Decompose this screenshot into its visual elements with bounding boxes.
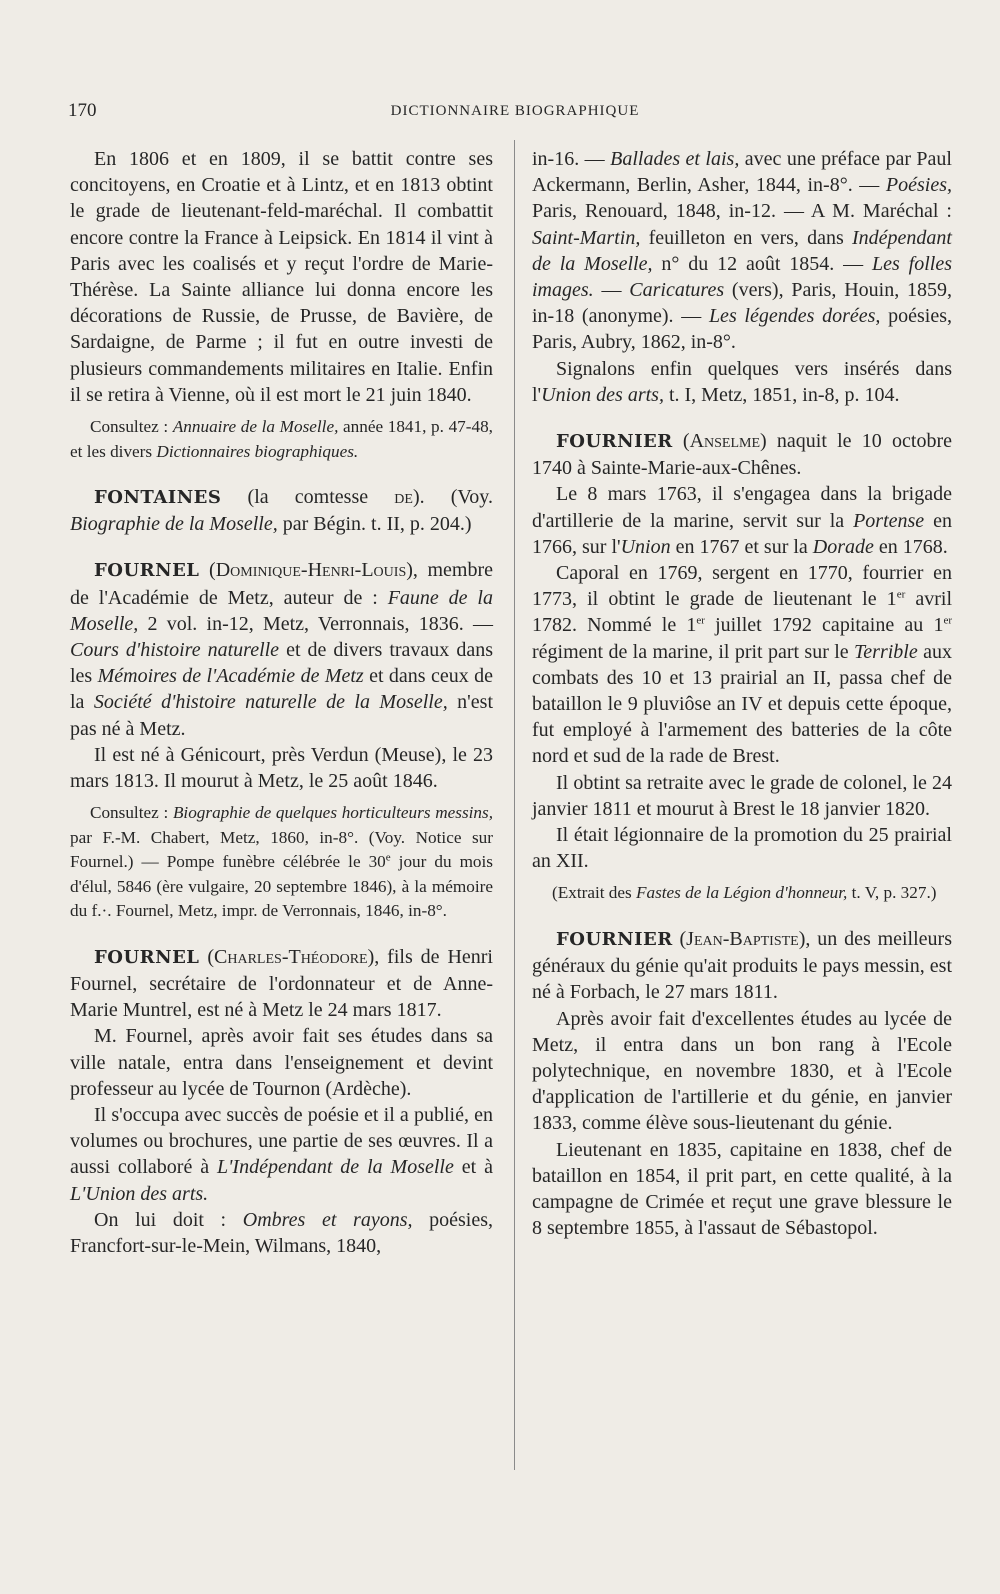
column-rule [514,140,515,1470]
paragraph: En 1806 et en 1809, il se battit contre ses concitoyens, en Croatie et à Lintz, et en 1813 obtint le grade de lieutenant-feld-maréchal. Il combattit encore contre la France à Leipsick. En 1814 il vint à Paris avec les coalisés et y reçut l'ordre de Marie-Thérèse. La Sainte alliance lui donna encore les décorations de Russie, de Prusse, de Bavière, de Sardaigne, de Parme ; il fut en outre investi de plusieurs commandements militaires en Italie. Enfin il se retira à Vienne, où il est mort le 21 juin 1840. [70,148,493,406]
entry-headword: FONTAINES [94,487,222,509]
paragraph: Le 8 mars 1763, il s'engagea dans la brigade d'artillerie de la marine, servit sur la Portense en 1766, sur l'Union en 1767 et sur la Dorade en 1768. [532,483,952,558]
paragraph: Il est né à Génicourt, près Verdun (Meuse), le 23 mars 1813. Il mourut à Metz, le 25 août 1846. [70,743,493,793]
entry-fournier-anselme: FOURNIER (Anselme) naquit le 10 octobre 1740 à Sainte-Marie-aux-Chênes. [532,430,952,480]
reference-note: Consultez : Biographie de quelques horticulteurs messins, par F.-M. Chabert, Metz, 1860, in-8°. (Voy. Notice sur Fournel.) — Pompe funèbre célébrée le 30e jour du mois d'élul, 5846 (ère vulgaire, 20 septembre 1846), à la mémoire du f.·. Fournel, Metz, impr. de Verronnais, 1846, in-8°. [70,803,493,921]
right-column [532,146,952,1241]
entry-headword: FOURNIER [556,928,673,950]
paragraph: Signalons enfin quelques vers insérés dans l'Union des arts, t. I, Metz, 1851, in-8, p. 104. [532,357,952,406]
paragraph: Il était légionnaire de la promotion du 25 prairial an XII. [532,824,952,873]
reference-note: Consultez : Annuaire de la Moselle, année 1841, p. 47-48, et les divers Dictionnaires biographiques. [70,417,493,461]
running-head: DICTIONNAIRE BIOGRAPHIQUE [390,103,640,119]
entry-headword: FOURNIER [556,431,673,453]
paragraph: Il s'occupa avec succès de poésie et il a publié, en volumes ou brochures, une partie de ses œuvres. Il a aussi collaboré à L'Indépendant de la Moselle et à L'Union des arts. [70,1103,494,1205]
entry-fournel-charles: FOURNEL (Charles-Théodore), fils de Henri Fournel, secrétaire de l'ordonnateur et de Anne-Marie Muntrel, est né à Metz le 24 mars 1817. [70,945,493,1022]
paragraph: On lui doit : Ombres et rayons, poésies, Francfort-sur-le-Mein, Wilmans, 1840, [70,1208,493,1257]
entry-headword: FOURNEL [94,560,200,582]
paragraph: in-16. — Ballades et lais, avec une préface par Paul Ackermann, Berlin, Asher, 1844, in-8°. — Poésies, Paris, Renouard, 1848, in-12. — A M. Maréchal : Saint-Martin, feuilleton en vers, dans Indépendant de la Moselle, n° du 12 août 1854. — Les folles images. — Caricatures (vers), Paris, Houin, 1859, in-18 (anonyme). — Les légendes dorées, poésies, Paris, Aubry, 1862, in-8°. [532,148,953,354]
paragraph: Il obtint sa retraite avec le grade de colonel, le 24 janvier 1811 et mourut à Brest le 18 janvier 1820. [532,771,952,820]
entry-headword: FOURNEL [94,946,200,968]
left-column [70,146,493,1259]
entry-fournel-dominique: FOURNEL (Dominique-Henri-Louis), membre de l'Académie de Metz, auteur de : Faune de la Moselle, 2 vol. in-12, Metz, Verronnais, 1836. — Cours d'histoire naturelle et de divers travaux dans les Mémoires de l'Académie de Metz et dans ceux de la Société d'histoire naturelle de la Moselle, n'est pas né à Metz. [70,559,494,740]
paragraph: Lieutenant en 1835, capitaine en 1838, chef de bataillon en 1854, il prit part, en cette qualité, à la campagne de Crimée et reçut une grave blessure le 8 septembre 1855, à l'assaut de Sébastopol. [532,1138,952,1240]
paragraph: Caporal en 1769, sergent en 1770, fourrier en 1773, il obtint le grade de lieutenant le 1er avril 1782. Nommé le 1er juillet 1792 capitaine au 1er régiment de la marine, il prit part sur le Terrible aux combats des 10 et 13 prairial an II, passa chef de bataillon le 9 pluviôse an IV et depuis cette époque, fut employé à l'armement des batteries de la côte nord et sud de la rade de Brest. [532,562,952,768]
paragraph: Après avoir fait d'excellentes études au lycée de Metz, il entra dans un bon rang à l'Ecole polytechnique, en novembre 1830, et à l'Ecole d'application de l'artillerie et du génie, en janvier 1833, comme élève sous-lieutenant du génie. [532,1007,952,1135]
entry-fontaines: FONTAINES (la comtesse de). (Voy. Biographie de la Moselle, par Bégin. t. II, p. 204.) [70,486,493,536]
reference-note: (Extrait des Fastes de la Légion d'honneur, t. V, p. 327.) [552,883,937,903]
entry-fournier-jean-baptiste: FOURNIER (Jean-Baptiste), un des meilleurs généraux du génie qu'ait produits le pays messin, est né à Forbach, le 27 mars 1811. [532,927,952,1004]
page-number: 170 [68,100,97,121]
paragraph: M. Fournel, après avoir fait ses études dans sa ville natale, entra dans l'enseignement et devint professeur au lycée de Tournon (Ardèche). [70,1025,493,1100]
